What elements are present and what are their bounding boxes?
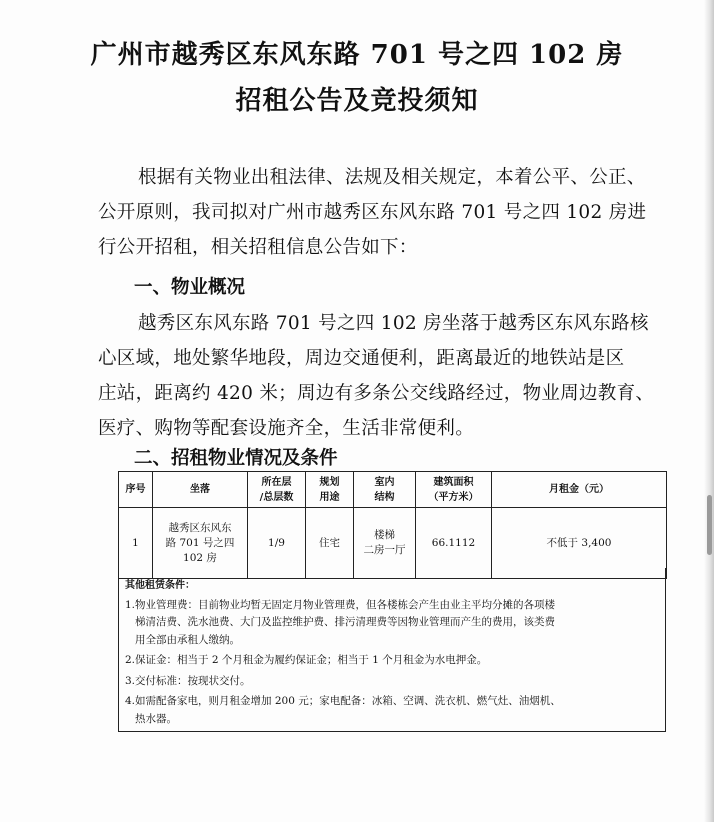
header-area: 建筑面积 （平方米） <box>416 472 492 508</box>
term-item: 1. 物业管理费：目前物业均暂无固定月物业管理费，但各楼栋会产生由业主平均分摊的各项楼 梯清洁费、洗水池费、大门及监控维护费、排污清理费等因物业管理而产生的费用，该类费 用全部由承租人缴纳。 <box>125 598 556 646</box>
overview-line: 心区域，地处繁华地段，周边交通便利，距离最近的地铁站是区 <box>98 348 625 369</box>
cell-floor: 1/9 <box>248 508 306 579</box>
overview-line: 医疗、购物等配套设施齐全，生活非常便利。 <box>98 418 475 439</box>
term-item: 2. 保证金：相当于 2 个月租金为履约保证金；相当于 1 个月租金为水电押金。 <box>125 654 488 666</box>
overview-line: 庄站，距离约 420 米；周边有多条公交线路经过，物业周边教育、 <box>98 383 655 404</box>
cell-rent: 不低于 3,400 <box>492 508 667 579</box>
cell-area: 66.1112 <box>416 508 492 579</box>
term-item: 4. 如需配备家电，则月租金增加 200 元；家电配备：冰箱、空调、洗衣机、燃气灶、油烟机、 热水器。 <box>125 695 561 725</box>
other-terms-box <box>118 568 666 732</box>
document-title-line1: 广州市越秀区东风东路 701 号之四 102 房 <box>90 40 624 70</box>
cell-no: 1 <box>119 508 153 579</box>
cell-layout: 楼梯 二房一厅 <box>354 508 416 579</box>
cell-use: 住宅 <box>306 508 354 579</box>
overview-line: 越秀区东风东路 701 号之四 102 房坐落于越秀区东风东路核 <box>138 313 649 334</box>
binding-mark <box>707 495 712 555</box>
table-header-row <box>119 472 667 508</box>
header-no: 序号 <box>119 472 153 508</box>
intro-line: 公开原则，我司拟对广州市越秀区东风东路 701 号之四 102 房进 <box>98 202 647 223</box>
intro-line: 行公开招租，相关招租信息公告如下： <box>98 237 418 258</box>
section1-heading: 一、物业概况 <box>134 277 246 298</box>
header-rent: 月租金（元） <box>492 472 667 508</box>
term-item: 3. 交付标准：按现状交付。 <box>125 674 251 687</box>
document-title-line2: 招租公告及竞投须知 <box>235 86 479 116</box>
header-floor: 所在层 /总层数 <box>248 472 306 508</box>
header-location: 坐落 <box>153 472 248 508</box>
header-use: 规划 用途 <box>306 472 354 508</box>
page-edge-shadow <box>704 0 714 822</box>
intro-line: 根据有关物业出租法律、法规及相关规定，本着公平、公正、 <box>138 167 646 188</box>
cell-location: 越秀区东风东 路 701 号之四 102 房 <box>153 508 248 579</box>
section2-heading: 二、招租物业情况及条件 <box>134 448 338 469</box>
header-layout: 室内 结构 <box>354 472 416 508</box>
terms-title: 其他租赁条件： <box>125 580 195 591</box>
property-table <box>118 471 667 579</box>
